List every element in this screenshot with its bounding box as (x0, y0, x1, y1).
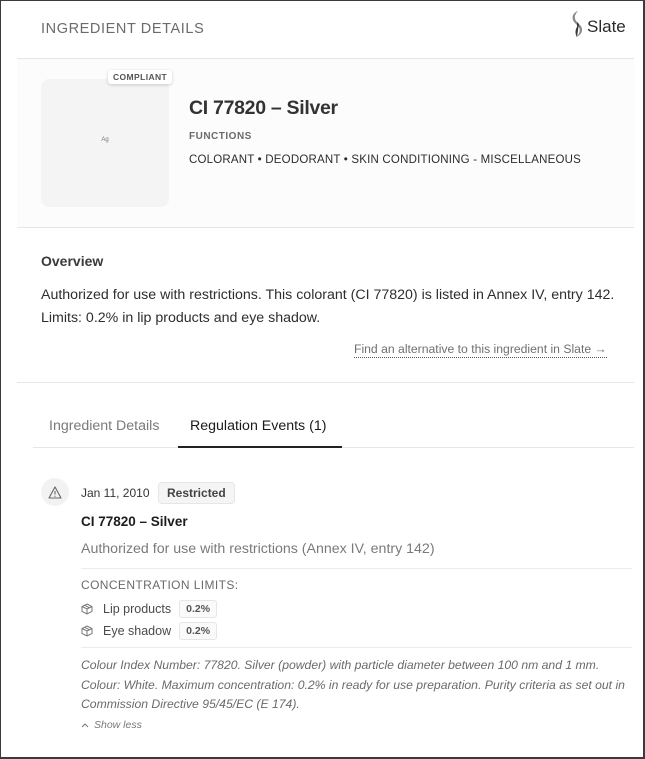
slate-logo-icon (569, 10, 585, 43)
panel-header (1, 1, 644, 59)
overview-title: Overview (41, 253, 104, 269)
limit-value: 0.2% (179, 600, 217, 618)
divider (17, 382, 634, 383)
divider (81, 647, 632, 648)
slate-logo-text: Slate (587, 16, 626, 36)
tab-ingredient-details[interactable]: Ingredient Details (49, 418, 160, 434)
find-alternative-link[interactable]: Find an alternative to this ingredient in Slate → (354, 342, 607, 356)
event-date: Jan 11, 2010 (81, 486, 150, 500)
event-description: Authorized for use with restrictions (Annex IV, entry 142) (81, 541, 435, 557)
chevron-up-icon (81, 722, 89, 728)
overview-text: Authorized for use with restrictions. This colorant (CI 77820) is listed in Annex IV, entry 142. Limits: 0.2% in lip products and eye shadow. (41, 287, 615, 326)
show-less-button[interactable] (81, 719, 142, 731)
slate-logo (569, 10, 626, 43)
compliance-badge: COMPLIANT (108, 70, 172, 84)
limit-product: Eye shadow (103, 624, 172, 638)
tab-bar (33, 405, 634, 448)
page-title: INGREDIENT DETAILS (41, 21, 205, 37)
tab-regulation-events[interactable]: Regulation Events (1) (178, 405, 342, 448)
thumbnail-symbol: Ag (101, 137, 109, 143)
package-icon (81, 624, 95, 638)
divider (81, 568, 632, 569)
limit-row (81, 599, 217, 619)
ingredient-summary (17, 59, 634, 227)
concentration-limits-label: CONCENTRATION LIMITS: (81, 578, 239, 592)
functions-list: COLORANT • DEODORANT • SKIN CONDITIONING - MISCELLANEOUS (189, 154, 581, 166)
warning-triangle-icon (41, 478, 69, 506)
ingredient-name: CI 77820 – Silver (189, 97, 338, 119)
limit-product: Lip products (103, 602, 172, 616)
limit-value: 0.2% (179, 622, 217, 640)
limit-row (81, 621, 217, 641)
event-title: CI 77820 – Silver (81, 514, 188, 529)
ingredient-thumbnail (41, 79, 169, 207)
event-status-badge: Restricted (158, 482, 235, 504)
package-icon (81, 602, 95, 616)
show-less-label: Show less (94, 719, 142, 731)
event-note: Colour Index Number: 77820. Silver (powder) with particle diameter between 100 nm and 1 mm. Colour: White. Maximum concentration: 0.2% in ready for use preparation. Purity criteria as set out in Commission Directive 95/45/EC (E 174). (81, 658, 625, 711)
divider (17, 227, 634, 228)
functions-label: FUNCTIONS (189, 131, 252, 142)
